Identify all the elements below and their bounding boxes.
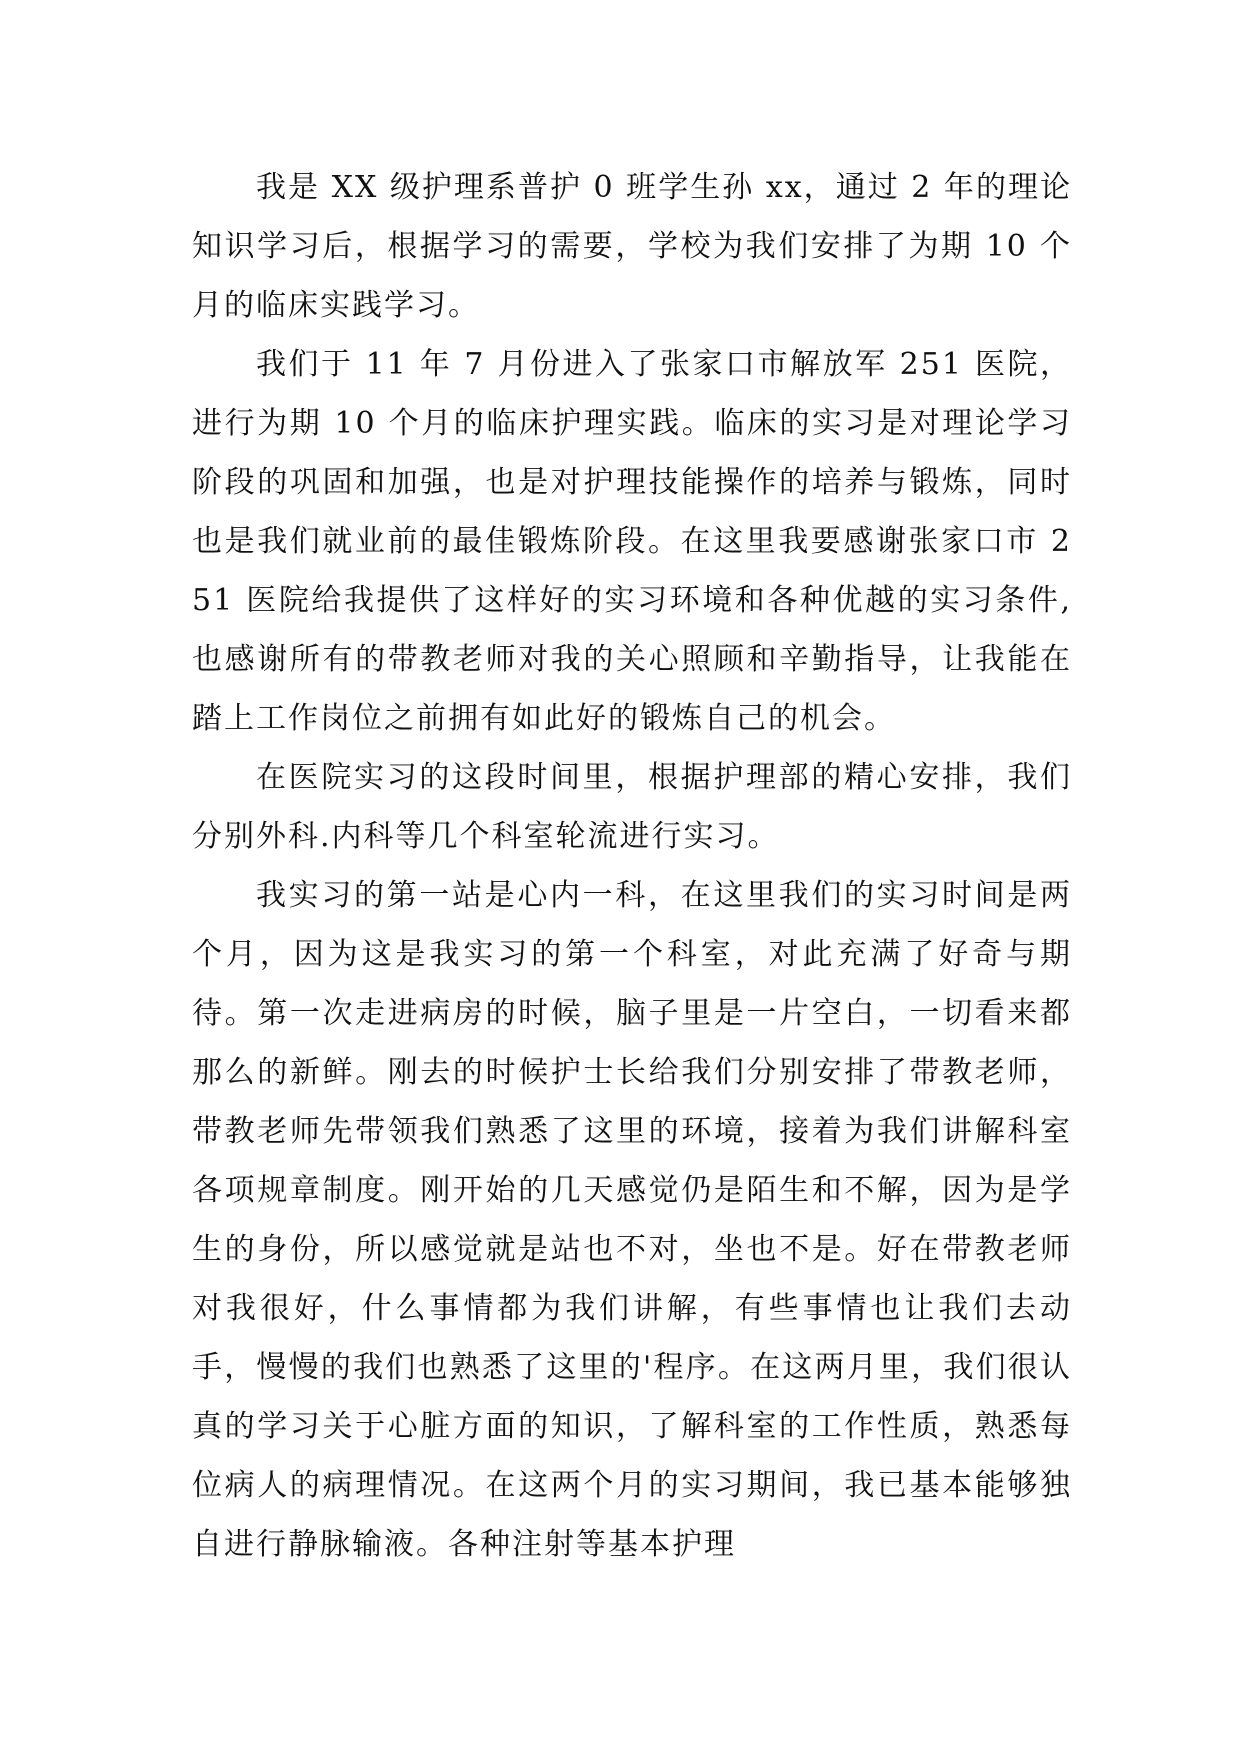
paragraph-hospital-practice: 我们于 11 年 7 月份进入了张家口市解放军 251 医院，进行为期 10 个月的临床护理实践。临床的实习是对理论学习阶段的巩固和加强，也是对护理技能操作的培养与锻炼，同时也是我们就业前的最佳锻炼阶段。在这里我要感谢张家口市 251 医院给我提供了这样好的实习环境和各种优越的实习条件,也感谢所有的带教老师对我的关心照顾和辛勤指导，让我能在踏上工作岗位之前拥有如此好的锻炼自己的机会。 [192, 347, 1072, 736]
paragraph-rotation: 在医院实习的这段时间里，根据护理部的精心安排，我们分别外科.内科等几个科室轮流进行实习。 [192, 760, 1072, 854]
paragraph-first-department: 我实习的第一站是心内一科，在这里我们的实习时间是两个月，因为这是我实习的第一个科室，对此充满了好奇与期待。第一次走进病房的时候，脑子里是一片空白，一切看来都那么的新鲜。刚去的时候护士长给我们分别安排了带教老师，带教老师先带领我们熟悉了这里的环境，接着为我们讲解科室各项规章制度。刚开始的几天感觉仍是陌生和不解，因为是学生的身份，所以感觉就是站也不对，坐也不是。好在带教老师对我很好，什么事情都为我们讲解，有些事情也让我们去动手，慢慢的我们也熟悉了这里的'程序。在这两月里，我们很认真的学习关于心脏方面的知识，了解科室的工作性质，熟悉每位病人的病理情况。在这两个月的实习期间，我已基本能够独自进行静脉输液。各种注射等基本护理 [192, 878, 1072, 1562]
paragraph-intro: 我是 XX 级护理系普护 0 班学生孙 xx，通过 2 年的理论知识学习后，根据学习的需要，学校为我们安排了为期 10 个月的临床实践学习。 [192, 170, 1072, 323]
document-body [192, 158, 1072, 1574]
